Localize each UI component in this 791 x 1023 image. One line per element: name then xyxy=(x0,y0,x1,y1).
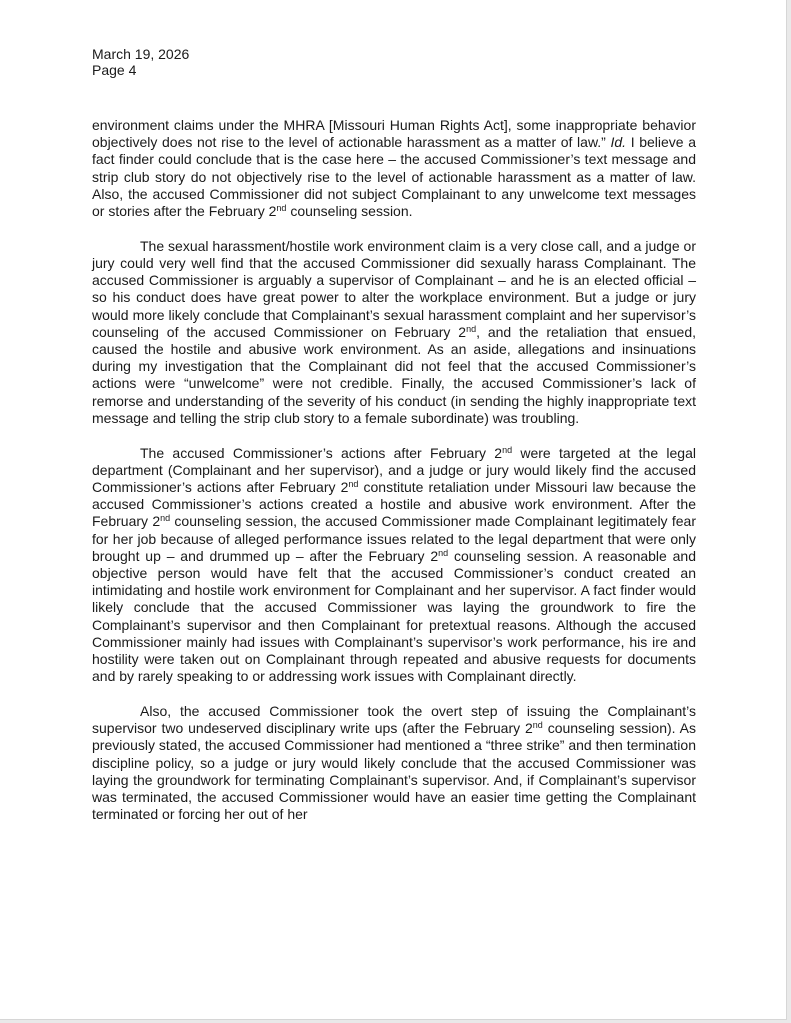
text-run: constitute retaliation under Missouri law because the accused Commissioner’s actions created a hostile and abusive work environment. After the February 2 xyxy=(92,479,696,530)
text-run: were targeted at the legal department (Complainant and her supervisor), and a judge or jury would likely find the accused Commissioner’s actions after February 2 xyxy=(92,444,696,496)
paragraph-2 xyxy=(92,238,696,427)
text-run: The accused Commissioner’s actions after February 2 xyxy=(140,444,503,461)
ordinal-suffix: nd xyxy=(348,479,359,490)
ordinal-suffix: nd xyxy=(160,513,171,524)
letter-date: March 19, 2026 xyxy=(92,46,190,62)
text-run: counseling session). As previously stated, the accused Commissioner had mentioned a “three strike” and then termination discipline policy, so a judge or jury would likely conclude that the accused Commissioner was laying the groundwork for terminating Complainant’s supervisor. And, if Complainant’s supervisor was terminated, the accused Commissioner would have an easier time getting the Complainant terminated or forcing her out of her xyxy=(92,720,696,823)
text-run: environment claims under the MHRA [Missouri Human Rights Act], some inappropriate behavior objectively does not rise to the level of actionable harassment as a matter of law.” xyxy=(92,117,696,151)
page-number: Page 4 xyxy=(92,62,137,78)
ordinal-suffix: nd xyxy=(466,323,477,334)
paragraph-1 xyxy=(92,117,696,220)
citation-italic: Id. xyxy=(610,134,627,151)
document-body xyxy=(92,117,696,841)
paragraph-4 xyxy=(92,703,696,823)
text-run: The sexual harassment/hostile work environment claim is a very close call, and a judge or jury could very well find that the accused Commissioner did sexually harass Complainant. The accused Commissioner is arguably a supervisor of Complainant – and he is an elected official – so his conduct does have great power to alter the workplace environment. But a judge or jury would more likely conclude that Complainant’s sexual harassment complaint and her supervisor’s counseling of the accused Commissioner on February 2 xyxy=(92,237,696,340)
paragraph-3 xyxy=(92,445,696,686)
ordinal-suffix: nd xyxy=(438,547,449,558)
text-run: I believe a fact finder could conclude that is the case here – the accused Commissioner’s text message and strip club story do not objectively rise to the level of actionable harassment as a matter of law. Also, the accused Commissioner did not subject Complainant to any unwelcome text messages or stories after the February 2 xyxy=(92,134,696,220)
text-run: counseling session. xyxy=(286,203,413,220)
text-run: counseling session, the accused Commissioner made Complainant legitimately fear for her job because of alleged performance issues related to the legal department that were only brought up – and drummed up – after the February 2 xyxy=(92,513,696,564)
text-run: , and the retaliation that ensued, caused the hostile and abusive work environment. As an aside, allegations and insinuations during my investigation that the Complainant did not feel that the accused Commissioner’s actions were “unwelcome” were not credible. Finally, the accused Commissioner’s lack of remorse and understanding of the severity of his conduct (in sending the highly inappropriate text message and telling the strip club story to a female subordinate) was troubling. xyxy=(92,323,696,426)
text-run: Also, the accused Commissioner took the overt step of issuing the Complainant’s supervisor two undeserved disciplinary write ups (after the February 2 xyxy=(92,703,696,737)
ordinal-suffix: nd xyxy=(532,720,543,731)
page-header xyxy=(92,46,189,78)
ordinal-suffix: nd xyxy=(502,444,513,455)
ordinal-suffix: nd xyxy=(276,203,287,214)
text-run: counseling session. A reasonable and objective person would have felt that the accused Commissioner’s conduct created an intimidating and hostile work environment for Complainant and her supervisor. A fact finder would likely conclude that the accused Commissioner was laying the groundwork to fire the Complainant’s supervisor and then Complainant for pretextual reasons. Although the accused Commissioner mainly had issues with Complainant’s supervisor’s work performance, his ire and hostility were taken out on Complainant through repeated and abusive requests for documents and by rarely speaking to or addressing work issues with Complainant directly. xyxy=(92,547,697,685)
